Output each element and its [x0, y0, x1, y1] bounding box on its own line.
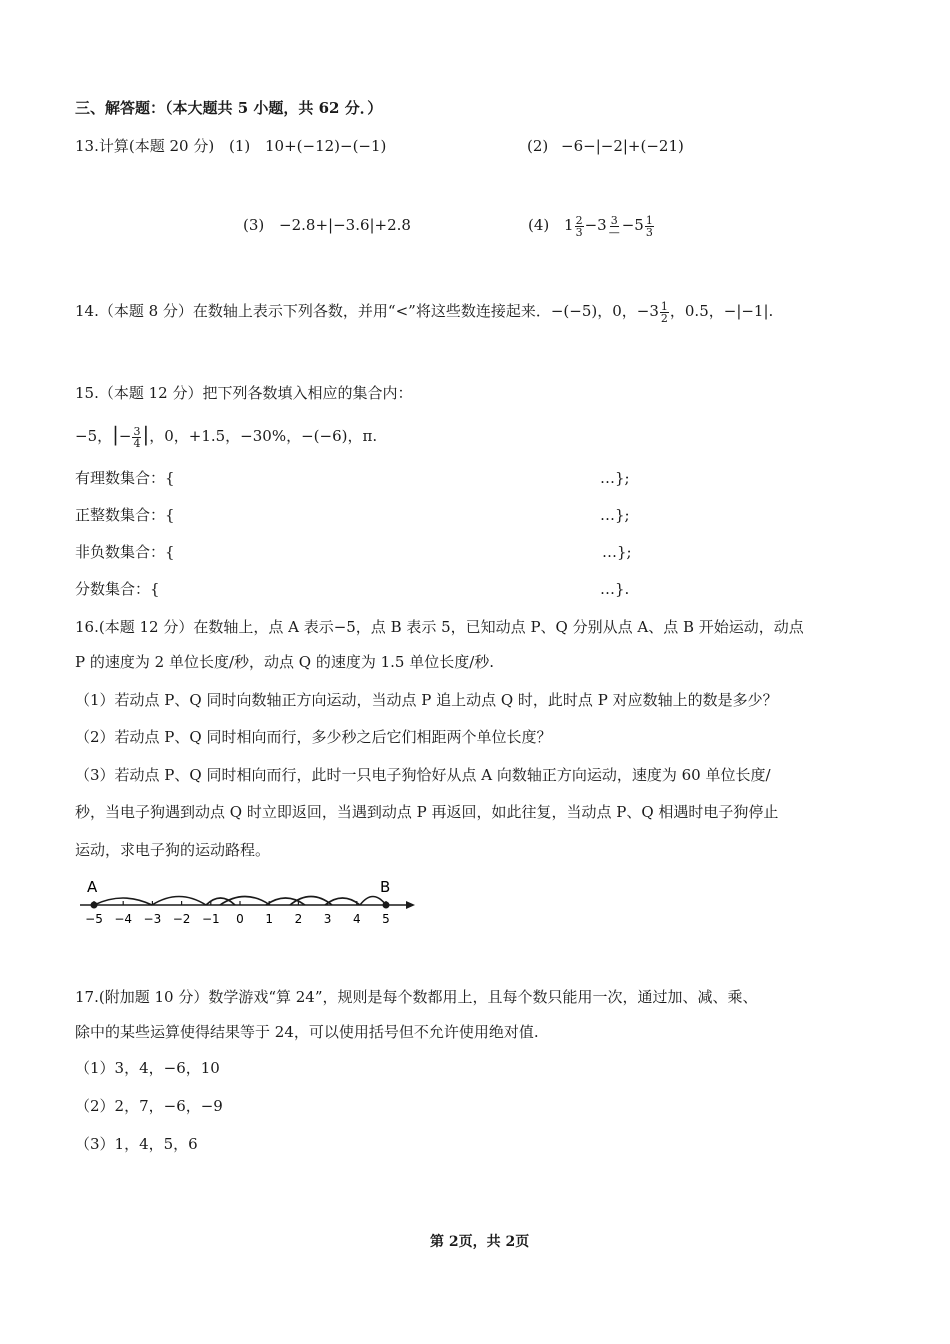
q13-part3 [243, 215, 411, 235]
q15-abs-frac [132, 426, 141, 449]
q13-p4-mid2: −5 [621, 216, 644, 234]
set-rational-label: 有理数集合：{ [75, 469, 175, 487]
page-footer: 第 2页，共 2页 [430, 1234, 530, 1250]
q13-p4-frac1 [575, 215, 584, 238]
axis-tick-label: −4 [114, 912, 133, 926]
q13-p4-whole1: 1 [564, 216, 574, 234]
set-fraction-label: 分数集合：{ [75, 580, 160, 598]
q15-abs-frac-num: 3 [133, 424, 141, 438]
axis-tick-label: 5 [382, 912, 390, 926]
q14-tail: ，0.5，−|−1|. [669, 302, 774, 320]
axis-tick-label: 3 [323, 912, 332, 926]
axis-tick-label: 1 [265, 912, 274, 926]
dog-path-arc [152, 897, 206, 906]
q13-p4-frac2-num: 3 [610, 213, 618, 227]
axis-tick-label: −3 [143, 912, 162, 926]
q13-p4-frac1-den: 3 [575, 225, 583, 239]
q13-p4-frac2-den: — [608, 225, 620, 239]
q14-text: 14.（本题 8 分）在数轴上表示下列各数，并用“<”将这些数连接起来．−(−5)，0，−3 [75, 302, 659, 320]
dog-path-arc [220, 897, 270, 906]
q13-p4-frac3-den: 3 [645, 225, 653, 239]
set-nonneg-end: …}; [602, 543, 632, 561]
q13-part2 [527, 136, 684, 156]
q15-nums-a: −5， [75, 427, 113, 445]
set-fraction-end: …}. [600, 580, 630, 598]
q17-line2: 除中的某些运算使得结果等于 24，可以使用括号但不允许使用绝对值. [75, 1023, 539, 1041]
dog-path-arc [360, 897, 386, 906]
q17-item-3: （3）1，4，5，6 [75, 1135, 198, 1153]
q13-p4-frac3 [645, 215, 654, 238]
q16-line2: P 的速度为 2 单位长度/秒，动点 Q 的速度为 1.5 单位长度/秒. [75, 653, 495, 671]
axis-tick-label: 2 [294, 912, 303, 926]
section-heading: 三、解答题：（本大题共 5 小题，共 62 分．） [75, 99, 383, 117]
q16-sub3-c: 运动，求电子狗的运动路程。 [75, 841, 271, 859]
q13-p3-expr: −2.8+|−3.6|+2.8 [279, 216, 411, 234]
q16-sub3-b: 秒，当电子狗遇到动点 Q 时立即返回，当遇到动点 P 再返回，如此往复，当动点 P、Q 相遇时电子狗停止 [75, 803, 779, 821]
q13-intro [75, 136, 386, 156]
point-a-label: A [87, 878, 98, 896]
axis-tick-label: −1 [201, 912, 220, 926]
q13-p3-label: (3) [243, 216, 265, 234]
q16-sub1: （1）若动点 P、Q 同时向数轴正方向运动，当动点 P 追上动点 Q 时，此时点 P 对应数轴上的数是多少？ [75, 691, 778, 709]
q13-p4-frac1-num: 2 [575, 213, 583, 227]
q14-frac [660, 301, 669, 324]
q15-abs-frac-den: 4 [133, 436, 141, 450]
q14-question [75, 298, 773, 324]
q13-p4-frac3-num: 1 [645, 213, 653, 227]
q13-p4-frac2 [608, 215, 621, 238]
q16-line1: 16.(本题 12 分）在数轴上，点 A 表示−5，点 B 表示 5，已知动点 P、Q 分别从点 A、点 B 开始运动，动点 [75, 618, 804, 636]
axis-tick-label: 4 [352, 912, 361, 926]
q17-item-2: （2）2，7，−6，−9 [75, 1097, 223, 1115]
q13-p2-expr: −6−|−2|+(−21) [561, 137, 684, 155]
q17-item-1: （1）3，4，−6，10 [75, 1059, 220, 1077]
set-nonneg-label: 非负数集合：{ [75, 543, 175, 561]
q16-sub3-a: （3）若动点 P、Q 同时相向而行，此时一只电子狗恰好从点 A 向数轴正方向运动，速度为 60 单位长度/ [75, 766, 771, 784]
set-rational-end: …}; [600, 469, 630, 487]
axis-tick-label: −2 [172, 912, 191, 926]
point-b-label: B [380, 878, 391, 896]
q17-line1: 17.(附加题 10 分）数学游戏“算 24”，规则是每个数都用上，且每个数只能用一次，通过加、减、乘、 [75, 988, 758, 1006]
q13-p4-label: (4) [528, 216, 550, 234]
q15-nums-b: ，0，+1.5，−30%，−(−6)，π. [149, 427, 378, 445]
set-positive-int-label: 正整数集合：{ [75, 506, 175, 524]
q14-frac-num: 1 [660, 299, 668, 313]
q13-p1-expr: 10+(−12)−(−1) [265, 137, 387, 155]
q16-sub2: （2）若动点 P、Q 同时相向而行，多少秒之后它们相距两个单位长度？ [75, 728, 552, 746]
q13-p4-mid: −3 [584, 216, 607, 234]
number-line-figure [70, 870, 430, 934]
q14-frac-den: 2 [660, 311, 668, 325]
set-positive-int-end: …}; [600, 506, 630, 524]
q15-question: 15.（本题 12 分）把下列各数填入相应的集合内： [75, 384, 413, 402]
q13-p2-label: (2) [527, 137, 549, 155]
axis-tick-label: −5 [85, 912, 103, 926]
q13-title: 13.计算(本题 20 分) [75, 137, 215, 155]
q13-p1-label: (1) [228, 137, 251, 155]
axis-tick-label: 0 [236, 912, 244, 926]
q13-part4 [528, 212, 655, 238]
axis-arrow [406, 901, 415, 909]
q15-numbers: −5，|− $\frac{3}{4}$ |，0，+1.5，−30%，−(−6)，π. [75, 422, 378, 450]
